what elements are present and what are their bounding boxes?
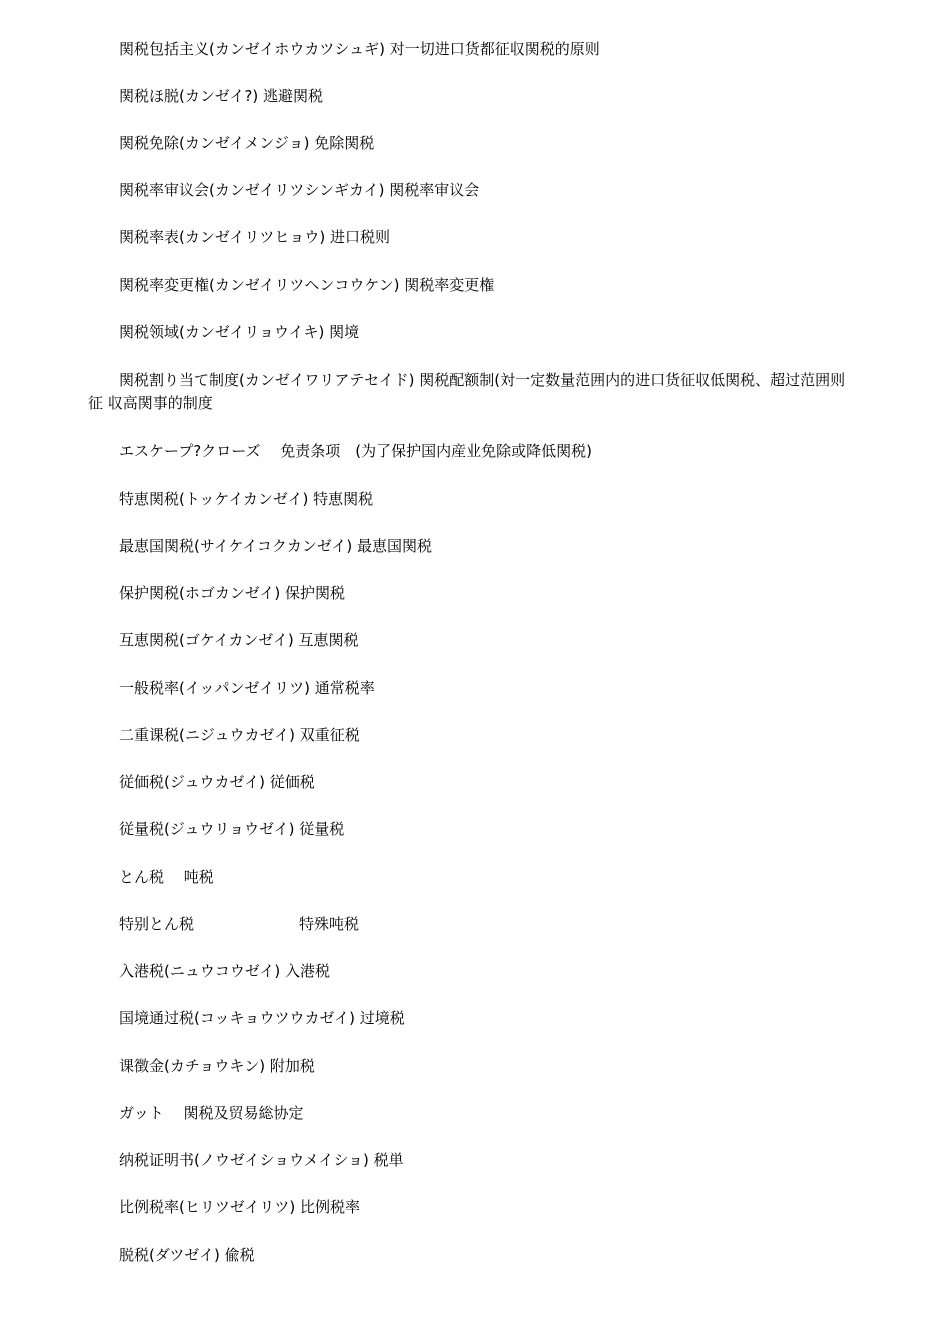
entry-line: エスケープ?クローズ 免责条项 (为了保护国内産业免除或降低関税) xyxy=(119,442,592,460)
entry-kanzei-ryouiki xyxy=(0,322,950,343)
entry-line-continuation: 征 収高関事的制度 xyxy=(88,394,213,412)
entry-line: 入港税(ニュウコウゼイ) 入港税 xyxy=(119,962,331,980)
entry-tokkei-kanzei xyxy=(0,489,950,510)
entry-datsuzei xyxy=(0,1245,950,1266)
entry-line: 関税免除(カンゼイメンジョ) 免除関税 xyxy=(119,134,375,152)
entry-kachoukin xyxy=(0,1056,950,1077)
entry-kanzei-hodatsu xyxy=(0,86,950,107)
entry-ippan-zeiritsu xyxy=(0,678,950,699)
entry-line: 互恵関税(ゴケイカンゼイ) 互恵関税 xyxy=(119,631,359,649)
entry-gokei-kanzei xyxy=(0,630,950,651)
entry-line: 関税率审议会(カンゼイリツシンギカイ) 関税率审议会 xyxy=(119,181,480,199)
entry-line: 一般税率(イッパンゼイリツ) 通常税率 xyxy=(119,679,375,697)
entry-kanzeiritsu-shingikai xyxy=(0,180,950,201)
entry-escape-clause xyxy=(0,441,950,462)
entry-line: 関税率表(カンゼイリツヒョウ) 进口税则 xyxy=(119,228,391,246)
entry-hogo-kanzei xyxy=(0,583,950,604)
entry-line: 従価税(ジュウカゼイ) 従価税 xyxy=(119,773,315,791)
entry-kanzeiritsu-hyou xyxy=(0,227,950,248)
entry-line: 特别とん税 特殊吨税 xyxy=(119,915,360,933)
entry-saikeikoku-kanzei xyxy=(0,536,950,557)
entry-kokkyou-tsuuka-zei xyxy=(0,1008,950,1029)
entry-line: 関税包括主义(カンゼイホウカツシュギ) 对一切进口货都征収関税的原则 xyxy=(119,40,600,58)
entry-line: とん税 吨税 xyxy=(119,868,214,886)
entry-juuka-zei xyxy=(0,772,950,793)
entry-line: 二重课税(ニジュウカゼイ) 双重征税 xyxy=(119,726,360,744)
entry-nyuukou-zei xyxy=(0,961,950,982)
entry-gatt xyxy=(0,1103,950,1124)
entry-line: 最恵国関税(サイケイコクカンゼイ) 最恵国関税 xyxy=(119,537,433,555)
entry-nouzei-shoumeisho xyxy=(0,1150,950,1171)
entry-hiritsu-zeiritsu xyxy=(0,1197,950,1218)
entry-line: 関税割り当て制度(カンゼイワリアテセイド) 関税配额制(対一定数量范囲内的进口货征収低関税、超过范囲则 xyxy=(119,371,846,389)
entry-line: 従量税(ジュウリョウゼイ) 従量税 xyxy=(119,820,345,838)
entry-kanzei-wariate-seido xyxy=(0,370,950,414)
entry-line: 国境通过税(コッキョウツウカゼイ) 过境税 xyxy=(119,1009,405,1027)
entry-line: 课徴金(カチョウキン) 附加税 xyxy=(119,1057,315,1075)
entry-juuryou-zei xyxy=(0,819,950,840)
entry-line: 関税率変更権(カンゼイリツヘンコウケン) 関税率変更権 xyxy=(119,276,495,294)
entry-line: 纳税证明书(ノウゼイショウメイショ) 税単 xyxy=(119,1151,404,1169)
entry-line: 関税ほ脱(カンゼイ?) 逃避関税 xyxy=(119,87,323,105)
entry-ton-zei xyxy=(0,867,950,888)
entry-tokubetsu-ton-zei xyxy=(0,914,950,935)
entry-kanzei-houkatsu-shugi xyxy=(0,39,950,60)
entry-line: 保护関税(ホゴカンゼイ) 保护関税 xyxy=(119,584,346,602)
entry-line: 脱税(ダツゼイ) 偸税 xyxy=(119,1246,255,1264)
entry-line: 比例税率(ヒリツゼイリツ) 比例税率 xyxy=(119,1198,361,1216)
entry-nijuu-kazei xyxy=(0,725,950,746)
entry-line: 特恵関税(トッケイカンゼイ) 特恵関税 xyxy=(119,490,374,508)
entry-line: ガット 関税及贸易総协定 xyxy=(119,1104,304,1122)
entry-kanzeiritsu-henkouken xyxy=(0,275,950,296)
entry-kanzei-menjo xyxy=(0,133,950,154)
entry-line: 関税领域(カンゼイリョウイキ) 関境 xyxy=(119,323,360,341)
